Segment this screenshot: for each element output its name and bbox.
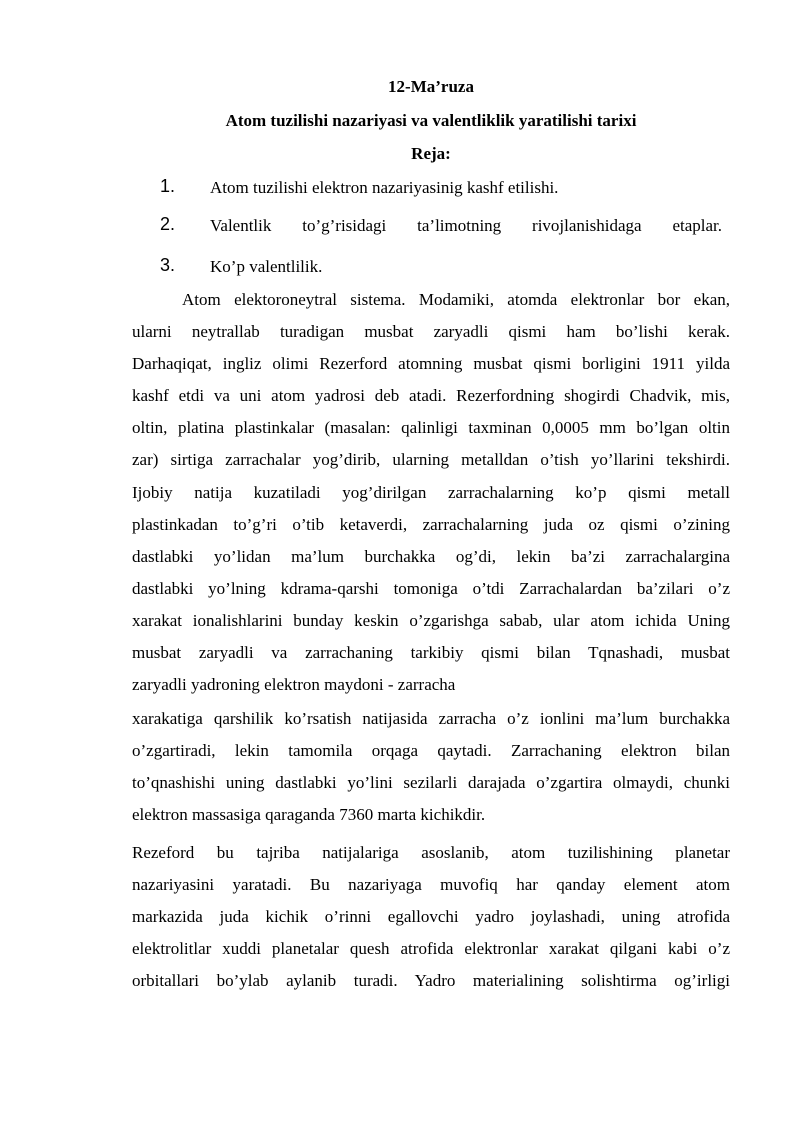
plan-item-text: Ko’p valentlilik. <box>210 257 323 276</box>
paragraph-line: dastlabki yo’lning kdrama-qarshi tomoniga o’tdi Zarrachalardan ba’zilari o’z <box>132 578 730 598</box>
plan-item-number: 3. <box>160 255 176 275</box>
paragraph-line: oltin, platina plastinkalar (masalan: qalinligi taxminan 0,0005 mm bo’lgan oltin <box>132 418 730 438</box>
body-paragraph-3 <box>132 837 730 997</box>
paragraph-line: Rezeford bu tajriba natijalariga asoslanib, atom tuzilishining planetar <box>132 843 730 862</box>
paragraph-line: Darhaqiqat, ingliz olimi Rezerford atomning musbat qismi borligini 1911 yilda <box>132 354 730 374</box>
paragraph-line: ularni neytrallab turadigan musbat zaryadli qismi ham bo’lishi kerak. <box>132 322 730 342</box>
paragraph-line: to’qnashishi uning dastlabki yo’lini sezilarli darajada o’zgartira olmaydi, chunki <box>132 773 730 793</box>
plan-item-number: 1. <box>160 176 176 196</box>
body-paragraph-1 <box>132 284 730 701</box>
plan-item-text: Atom tuzilishi elektron nazariyasinig kashf etilishi. <box>210 178 559 197</box>
paragraph-line: dastlabki yo’lidan ma’lum burchakka og’di, lekin ba’zi zarrachalargina <box>132 546 730 566</box>
paragraph-line: xarakat ionalishlarini bunday keskin o’zgarishga sabab, ular atom ichida Uning <box>132 610 730 630</box>
lecture-number-title: 12-Ma’ruza <box>388 77 474 96</box>
paragraph-line: Atom elektoroneytral sistema. Modamiki, atomda elektronlar bor ekan, <box>182 290 730 309</box>
plan-item-text: Valentlik to’g’risidagi ta’limotning rivojlanishidaga etaplar. <box>210 216 722 235</box>
plan-label: Reja: <box>411 144 451 163</box>
paragraph-line: xarakatiga qarshilik ko’rsatish natijasida zarracha o’z ionlini ma’lum burchakka <box>132 709 730 728</box>
paragraph-line: elektron massasiga qaraganda 7360 marta kichikdir. <box>132 805 486 825</box>
paragraph-line: o’zgartiradi, lekin tamomila orqaga qaytadi. Zarrachaning elektron bilan <box>132 741 730 761</box>
paragraph-line: orbitallari bo’ylab aylanib turadi. Yadro materialining solishtirma og’irligi <box>132 971 730 991</box>
paragraph-line: musbat zaryadli va zarrachaning tarkibiy qismi bilan Tqnashadi, musbat <box>132 643 730 663</box>
paragraph-line: Ijobiy natija kuzatiladi yog’dirilgan zarrachalarning ko’p qismi metall <box>132 482 730 502</box>
lecture-topic-title: Atom tuzilishi nazariyasi va valentliklik yaratilishi tarixi <box>225 111 637 130</box>
paragraph-line: plastinkadan to’g’ri o’tib ketaverdi, zarrachalarning juda oz qismi o’zining <box>132 514 730 534</box>
paragraph-line: markazida juda kichik o’rinni egallovchi yadro joylashadi, uning atrofida <box>132 907 730 927</box>
paragraph-line: zaryadli yadroning elektron maydoni - zarracha <box>132 675 456 695</box>
body-paragraph-2 <box>132 703 730 831</box>
paragraph-line: nazariyasini yaratadi. Bu nazariyaga muvofiq har qanday element atom <box>132 875 730 895</box>
paragraph-line: kashf etdi va uni atom yadrosi deb atadi. Rezerfordning shogirdi Chadvik, mis, <box>132 386 730 406</box>
plan-item-number: 2. <box>160 214 176 234</box>
paragraph-line: zar) sirtiga zarrachalar yog’dirib, ularning metalldan o’tish yo’llarini tekshirdi. <box>132 450 730 470</box>
paragraph-line: elektrolitlar xuddi planetalar quesh atrofida elektronlar xarakat qilgani kabi o’z <box>132 939 730 959</box>
